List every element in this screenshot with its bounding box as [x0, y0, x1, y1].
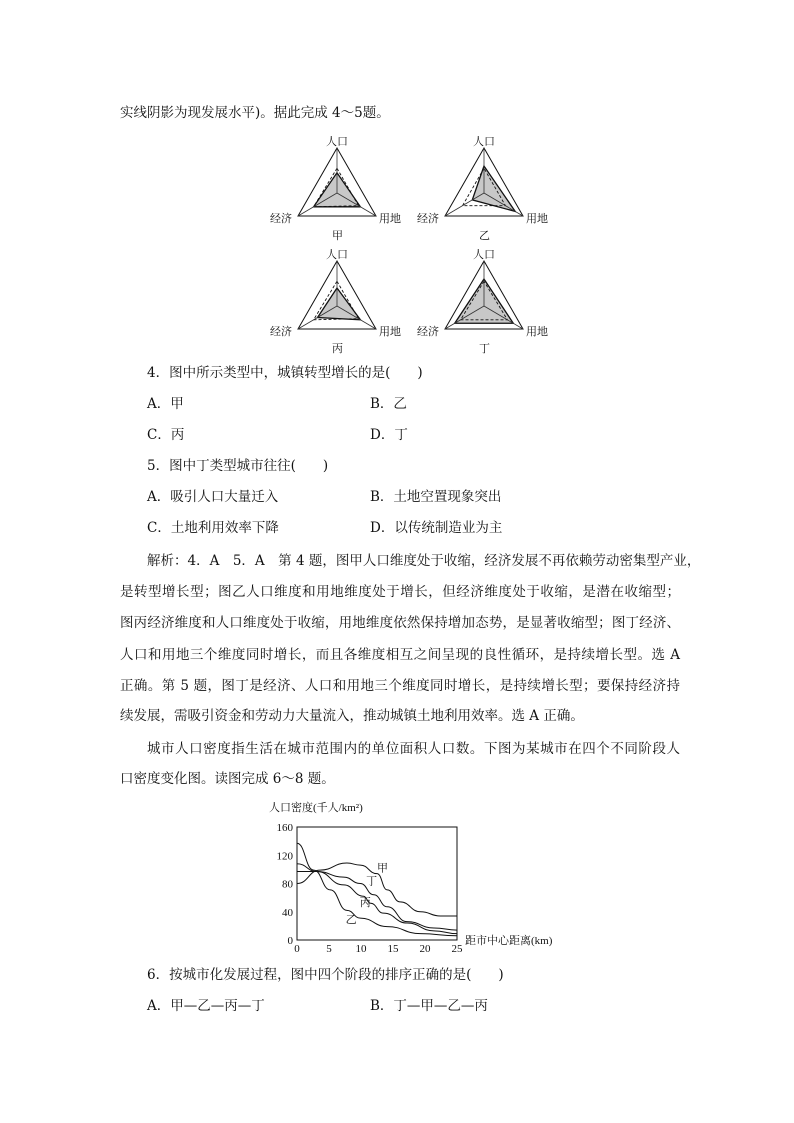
- analysis-line: 续发展，需吸引资金和劳动力大量流入，推动城镇土地利用效率。选 A 正确。: [120, 708, 584, 724]
- radar-diagram: [417, 243, 550, 355]
- analysis-line: 人口和用地三个维度同时增长，而且各维度相互之间呈现的良性循环，是持续增长型。选 A: [120, 647, 680, 663]
- diagram-caption: 丁: [479, 342, 490, 355]
- axis-label-land: 用地: [379, 325, 401, 338]
- axis-label-economy: 经济: [417, 212, 439, 225]
- current-level-area: [318, 288, 361, 320]
- axis-label-land: 用地: [526, 212, 548, 225]
- x-tick-label: 20: [419, 943, 431, 955]
- y-axis-label: 人口密度(千人/km²): [269, 802, 363, 814]
- y-tick-label: 80: [282, 878, 293, 891]
- y-tick-label: 160: [276, 822, 293, 834]
- axis-label-economy: 经济: [417, 325, 439, 338]
- analysis-line: 正确。第 5 题，图丁是经济、人口和用地三个维度同时增长，是持续增长型；要保持经济持: [120, 678, 680, 694]
- axis-label-population: 人口: [473, 135, 495, 148]
- x-tick-label: 10: [355, 943, 367, 955]
- radar-diagram: [270, 130, 403, 242]
- paragraph-line: 口密度变化图。读图完成 6～8 题。: [120, 771, 335, 787]
- series-line-乙: [297, 843, 457, 936]
- diagram-caption: 乙: [479, 229, 490, 242]
- q5-option-c: C．土地利用效率下降: [147, 520, 279, 536]
- diagram-caption: 甲: [332, 229, 343, 242]
- series-label: 乙: [345, 913, 357, 926]
- q5-option-a: A．吸引人口大量迁入: [147, 489, 279, 505]
- q4-option-b: B．乙: [370, 396, 407, 412]
- y-tick-label: 120: [276, 850, 293, 863]
- question-4: 4．图中所示类型中，城镇转型增长的是( ): [147, 365, 423, 381]
- analysis-line: 是转型增长型；图乙人口维度和用地维度处于增长，但经济维度处于收缩，是潜在收缩型；: [120, 584, 680, 600]
- diagram-caption: 丙: [332, 342, 343, 355]
- axis-label-population: 人口: [326, 248, 348, 261]
- y-tick-label: 40: [282, 906, 293, 919]
- population-density-chart: [255, 775, 555, 960]
- q6-option-b: B．丁—甲—乙—丙: [370, 998, 488, 1014]
- x-tick-label: 25: [451, 943, 463, 955]
- analysis-line: 解析：4．A 5．A 第 4 题，图甲人口维度处于收缩，经济发展不再依赖劳动密集型产业，: [147, 553, 701, 569]
- x-tick-label: 15: [387, 943, 399, 955]
- q5-option-b: B．土地空置现象突出: [370, 489, 502, 505]
- radar-diagram: [417, 130, 550, 242]
- axis-label-land: 用地: [379, 212, 401, 225]
- intro-line: 实线阴影为现发展水平)。据此完成 4～5题。: [120, 105, 390, 121]
- q6-option-a: A．甲—乙—丙—丁: [147, 998, 265, 1014]
- analysis-line: 图丙经济维度和人口维度处于收缩，用地维度依然保持增加态势，是显著收缩型；图丁经济、: [120, 615, 680, 631]
- q4-option-c: C．丙: [147, 427, 185, 443]
- series-label: 丙: [359, 896, 371, 909]
- axis-label-economy: 经济: [270, 325, 292, 338]
- y-tick-label: 0: [287, 935, 293, 947]
- axis-label-economy: 经济: [270, 212, 292, 225]
- radar-diagram: [270, 243, 403, 355]
- question-6: 6．按城市化发展过程，图中四个阶段的排序正确的是( ): [147, 967, 504, 983]
- q4-option-d: D．丁: [370, 427, 408, 443]
- question-5: 5．图中丁类型城市往往( ): [147, 458, 329, 474]
- paragraph-line: 城市人口密度指生活在城市范围内的单位面积人口数。下图为某城市在四个不同阶段人: [147, 741, 680, 757]
- q4-option-a: A．甲: [147, 396, 184, 412]
- axis-label-population: 人口: [473, 248, 495, 261]
- series-label: 丁: [366, 875, 378, 888]
- x-tick-label: 5: [326, 943, 332, 955]
- axis-label-population: 人口: [326, 135, 348, 148]
- series-label: 甲: [377, 862, 388, 875]
- current-level-area: [472, 166, 515, 211]
- q5-option-d: D．以传统制造业为主: [370, 520, 503, 536]
- x-tick-label: 0: [294, 943, 300, 955]
- x-axis-label: 距市中心距离(km): [465, 935, 553, 947]
- axis-label-land: 用地: [526, 325, 548, 338]
